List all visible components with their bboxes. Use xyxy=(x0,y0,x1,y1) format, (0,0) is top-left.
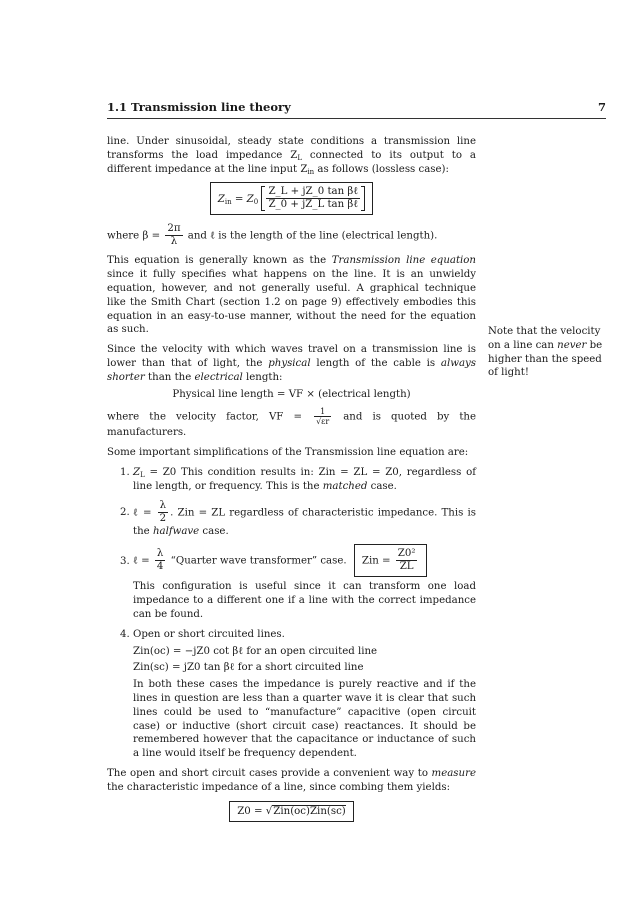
open-circuit-equation: Zin(oc) = −jZ0 cot βℓ for an open circuited line xyxy=(133,645,378,657)
section-title: 1.1 Transmission line theory xyxy=(107,100,291,114)
physical-length-equation: Physical line length = VF × (electrical length) xyxy=(172,388,411,400)
main-text-column xyxy=(107,135,476,830)
list-item: 2. ℓ = $\frac{\lambda}{2}$ . Zin = ZL regardless of characteristic impedance. This is the halfwave case. xyxy=(133,500,476,539)
transmission-line-paragraph: This equation is generally known as the Transmission line equation since it fully specifies what happens on the line. It is an unwieldy equation, however, and not generally useful. A graphical technique like the Smith Chart (section 1.2 on page 9) effectively embodies this equation in an easy-to-use manner, without the need for the equation as such. xyxy=(107,255,476,336)
quarter-wave-equation: Zin = $\frac{\text{Z0²}}{ZL}$ xyxy=(354,544,428,577)
characteristic-impedance-equation: Z0 = √Zin(oc)Zin(sc) xyxy=(229,801,354,823)
velocity-paragraph: Since the velocity with which waves travel on a transmission line is lower than that of light, the physical length of the cable is always shorter than the electrical length: xyxy=(107,344,476,383)
list-item: 1. $Z_L = Z0$ This condition results in: Zin = ZL = Z0, regardless of line length, or frequency. This is the matched case. xyxy=(133,466,476,494)
eq-denominator: Z_0 + jZ_L tan βℓ xyxy=(268,199,359,211)
intro-paragraph: line. Under sinusoidal, steady state conditions a transmission line transforms the load impedance $Z_L$ connected to its output to a different impedance at the line input $Z_{in}$ as follows (lossless case): xyxy=(107,136,476,176)
measure-paragraph: The open and short circuit cases provide a convenient way to measure the characteristic impedance of a line, since combing them yields: xyxy=(107,767,476,793)
quarter-wave-paragraph: This configuration is useful since it can transform one load impedance to a different one if a line with the correct impedance can be found. xyxy=(133,581,476,620)
eq-numerator: Z_L + jZ_0 tan βℓ xyxy=(268,186,359,198)
list-item: 3. ℓ = $\frac{\lambda}{4}$ “Quarter wave transformer” case. Zin = $\frac{\text{Z0²}}{ZL}$ This configuration is useful since it can transform one load impedance to a different one if a line with the correct impedance can be found. xyxy=(133,544,476,621)
beta-definition: where β = $\frac{2\pi}{\lambda}$ and ℓ is the length of the line (electrical length). xyxy=(107,223,438,248)
velocity-factor-paragraph: where the velocity factor, VF = $\frac{1}{√\varepsilon r}$ and is quoted by the manufacturers. xyxy=(107,407,477,439)
short-circuit-equation: Zin(sc) = jZ0 tan βℓ for a short circuited line xyxy=(133,662,364,674)
transmission-line-equation: $Z_{in} = Z_0$ $\frac{\text{Z\_L + jZ\_0 tan βℓ}}{\text{Z\_0 + jZ\_L tan βℓ}}$ xyxy=(210,182,373,215)
page-number: 7 xyxy=(597,100,606,114)
margin-note: Note that the velocity on a line can never be higher than the speed of light! xyxy=(488,326,603,379)
simplifications-list xyxy=(107,466,476,761)
reactance-paragraph: In both these cases the impedance is purely reactive and if the lines in question are less than a quarter wave it is clear that such lines could be used to “manufacture” capacitive (open circuit case) or inductive (short circuit case) reactances. It should be remembered however that the capacitance or inductance of such a line would itself be frequency dependent. xyxy=(133,679,476,760)
running-header xyxy=(107,100,606,114)
simplifications-intro: Some important simplifications of the Transmission line equation are: xyxy=(107,447,469,459)
list-item: 4. Open or short circuited lines. Zin(oc) = −jZ0 cot βℓ for an open circuited line Zin(sc) = jZ0 tan βℓ for a short circuited line In both these cases the impedance is purely reactive and if the lines in question are less than a quarter wave it is clear that such lines could be used to “manufacture” capacitive (open circuit case) or inductive (short circuit case) reactances. It should be remembered however that the capacitance or inductance of such a line would itself be frequency dependent. xyxy=(133,628,476,761)
header-rule xyxy=(107,118,606,119)
